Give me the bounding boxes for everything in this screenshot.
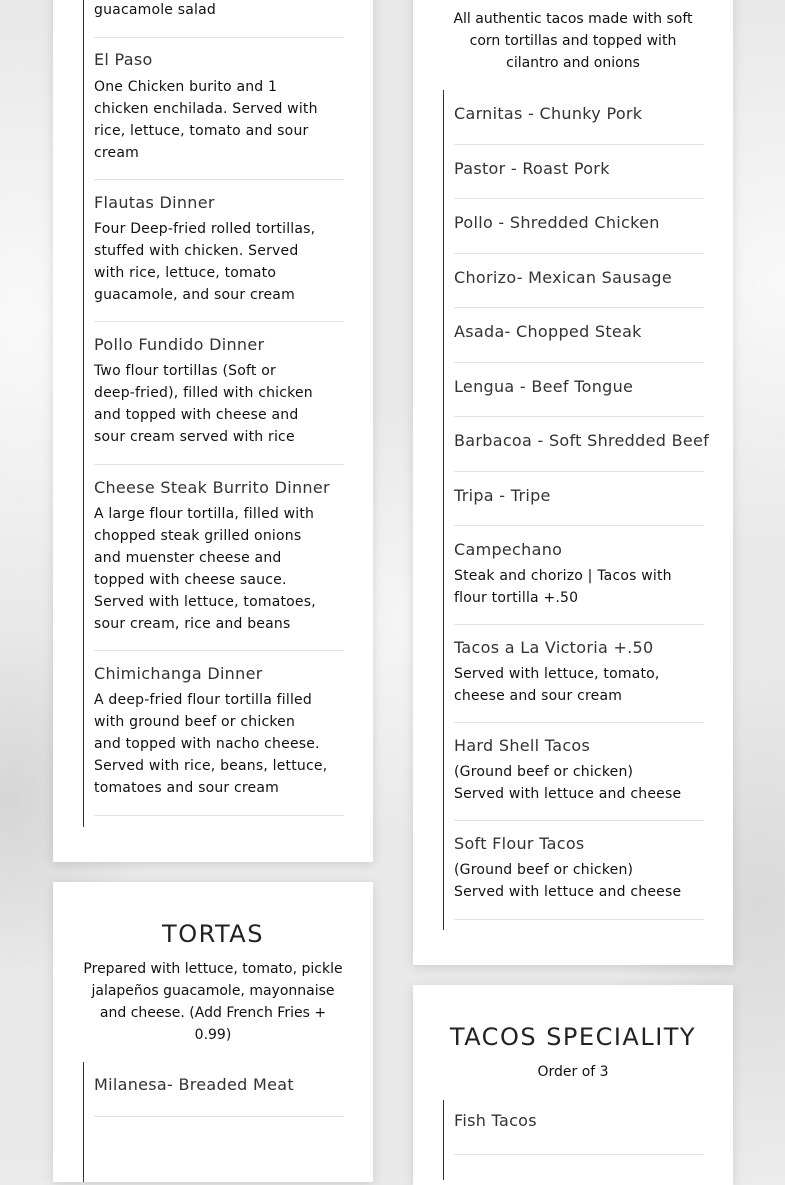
list-item bbox=[94, 322, 344, 465]
item-description: One Chicken burito and 1 chicken enchilada. Served with rice, lettuce, tomato and sour cream bbox=[94, 79, 318, 161]
item-description: Steak and chorizo | Tacos with flour tortilla +.50 bbox=[454, 568, 672, 606]
list-item bbox=[454, 308, 704, 363]
item-name: El Paso bbox=[94, 50, 153, 69]
list-item bbox=[94, 1062, 344, 1117]
list-item bbox=[454, 145, 704, 199]
item-name: Lengua - Beef Tongue bbox=[454, 377, 634, 396]
item-name: Pollo - Shredded Chicken bbox=[454, 213, 660, 232]
list-item bbox=[94, 651, 344, 816]
list-item bbox=[454, 472, 704, 526]
item-name: Campechano bbox=[454, 540, 563, 559]
item-name: Carnitas - Chunky Pork bbox=[454, 104, 643, 123]
list-item bbox=[454, 254, 704, 308]
item-name: Tripa - Tripe bbox=[454, 486, 551, 505]
list-item bbox=[94, 465, 344, 651]
dinners-card bbox=[53, 0, 373, 862]
item-description: Served with lettuce, tomato, cheese and sour cream bbox=[454, 666, 660, 704]
item-name: Chimichanga Dinner bbox=[94, 664, 263, 683]
item-name: Barbacoa - Soft Shredded Beef bbox=[454, 431, 710, 450]
list-item bbox=[454, 199, 704, 254]
tacos-list bbox=[443, 90, 710, 930]
list-item bbox=[454, 1100, 704, 1155]
tacos-speciality-card bbox=[413, 985, 733, 1185]
list-item bbox=[454, 363, 704, 417]
item-name: Chorizo- Mexican Sausage bbox=[454, 268, 673, 287]
item-name: Pollo Fundido Dinner bbox=[94, 335, 265, 354]
list-item bbox=[94, 38, 344, 180]
list-item bbox=[454, 417, 710, 472]
tortas-list bbox=[83, 1062, 344, 1182]
item-name: Fish Tacos bbox=[454, 1111, 537, 1130]
item-description: guacamole salad bbox=[94, 2, 216, 18]
item-name: Hard Shell Tacos bbox=[454, 736, 591, 755]
item-description: A large flour tortilla, filled with chopped steak grilled onions and muenster cheese and topped with cheese sauce. Served with lettuce, tomatoes, sour cream, rice and beans bbox=[94, 506, 316, 632]
item-name: Pastor - Roast Pork bbox=[454, 159, 610, 178]
item-name: Flautas Dinner bbox=[94, 193, 215, 212]
section-title: TORTAS bbox=[162, 920, 264, 948]
list-item bbox=[94, 180, 344, 322]
list-item bbox=[454, 723, 704, 821]
section-title: TACOS SPECIALITY bbox=[449, 1023, 697, 1051]
item-description: A deep-fried flour tortilla filled with ground beef or chicken and topped with nacho cheese. Served with rice, beans, lettuce, tomatoes and sour cream bbox=[94, 692, 328, 796]
list-item bbox=[454, 90, 704, 145]
item-name: Tacos a La Victoria +.50 bbox=[454, 638, 654, 657]
item-name: Soft Flour Tacos bbox=[454, 834, 585, 853]
item-name: Cheese Steak Burrito Dinner bbox=[94, 478, 330, 497]
dinners-list bbox=[83, 0, 344, 827]
item-description: Four Deep-fried rolled tortillas, stuffed with chicken. Served with rice, lettuce, tomato guacamole, and sour cream bbox=[94, 221, 316, 303]
tacos-speciality-list bbox=[443, 1100, 704, 1180]
list-item bbox=[454, 821, 704, 920]
list-item bbox=[454, 625, 704, 723]
tortas-card bbox=[53, 882, 373, 1182]
item-description: (Ground beef or chicken) Served with lettuce and cheese bbox=[454, 764, 682, 802]
item-description: Two flour tortillas (Soft or deep-fried), filled with chicken and topped with cheese and sour cream served with rice bbox=[94, 363, 313, 445]
item-name: Milanesa- Breaded Meat bbox=[94, 1075, 294, 1094]
list-item bbox=[94, 0, 344, 38]
item-name: Asada- Chopped Steak bbox=[454, 322, 642, 341]
tacos-card bbox=[413, 0, 733, 965]
list-item bbox=[454, 526, 704, 625]
section-intro: All authentic tacos made with soft corn tortillas and topped with cilantro and onions bbox=[453, 11, 693, 71]
section-subtitle: Order of 3 bbox=[537, 1064, 609, 1080]
item-description: (Ground beef or chicken) Served with lettuce and cheese bbox=[454, 862, 682, 900]
section-intro: Prepared with lettuce, tomato, pickle jalapeños guacamole, mayonnaise and cheese. (Add French Fries + 0.99) bbox=[83, 961, 343, 1043]
